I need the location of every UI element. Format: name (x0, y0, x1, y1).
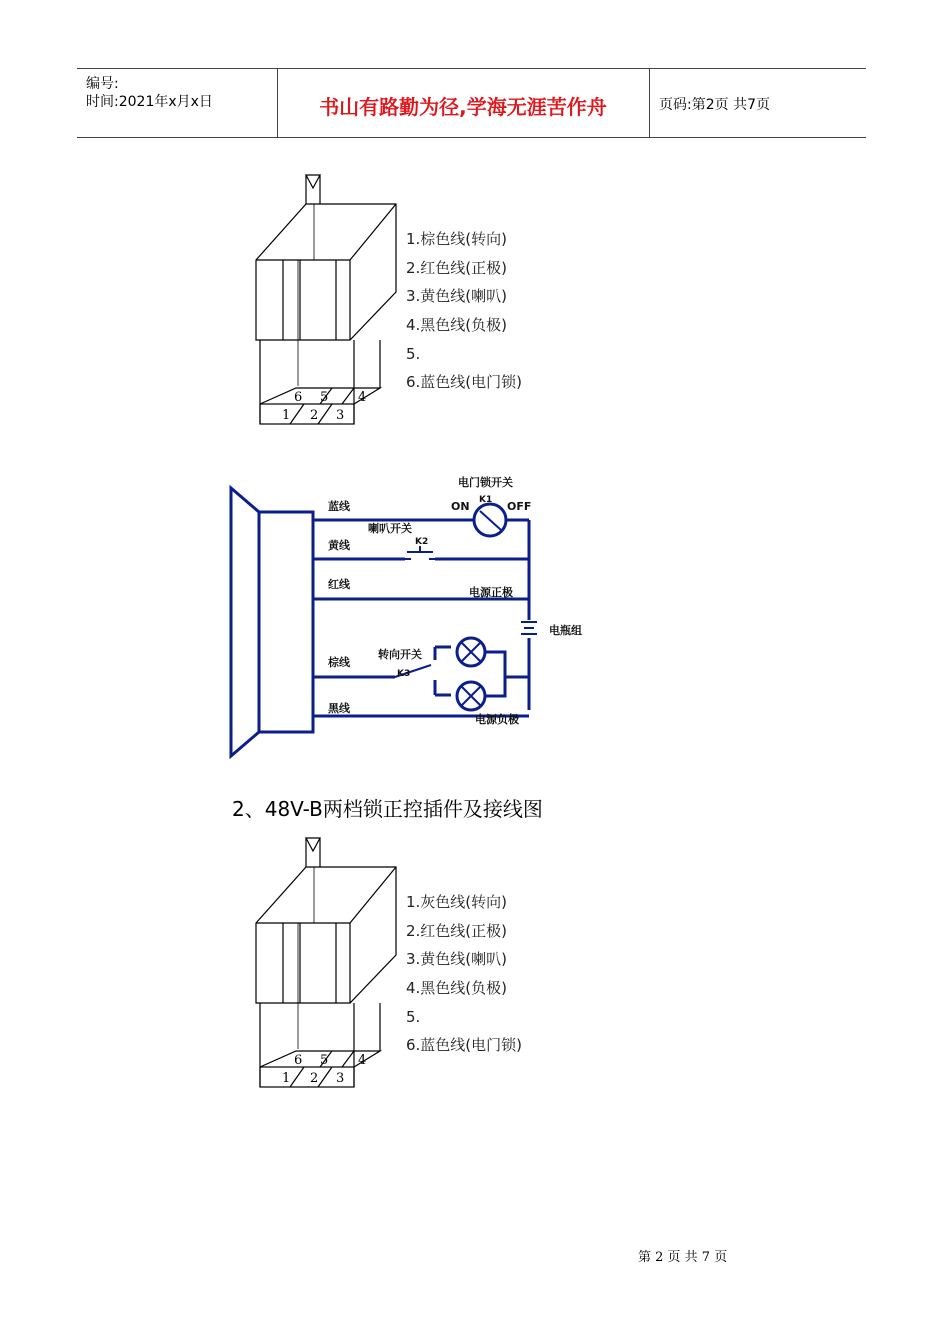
header-motto: 书山有路勤为径,学海无涯苦作舟 (319, 95, 607, 119)
wire-6-label: 6.蓝色线(电门锁) (406, 1036, 523, 1054)
pin-5-label: 5 (320, 390, 329, 405)
page-footer: 第 2 页 共 7 页 (638, 1250, 728, 1265)
pin-4-label: 4 (358, 390, 367, 405)
horn-switch-label: 喇叭开关 (368, 522, 412, 535)
wire-1-label: 1.灰色线(转向) (406, 893, 508, 911)
battery-label: 电瓶组 (549, 624, 582, 637)
connector-block (259, 512, 313, 732)
k3-label: K3 (397, 669, 411, 679)
connector-tab (306, 175, 320, 188)
header-page-cell (649, 69, 866, 137)
document-time: 时间:2021年x月x日 (86, 94, 213, 110)
wire-yellow-label: 黄线 (328, 539, 350, 552)
pin-6-label: 6 (294, 390, 303, 405)
document-number-label: 编号: (86, 76, 119, 92)
wire-3-label: 3.黄色线(喇叭) (406, 287, 508, 305)
wire-blue-label: 蓝线 (328, 500, 350, 513)
pin-1-label: 1 (282, 1071, 291, 1086)
wire-3-label: 3.黄色线(喇叭) (406, 950, 508, 968)
wire-4-label: 4.黑色线(负极) (406, 316, 508, 334)
dashboard-horn-shape (231, 488, 259, 756)
off-label: OFF (507, 500, 532, 513)
wire-5-label: 5. (406, 1008, 421, 1026)
power-negative-label: 电源负极 (475, 713, 519, 726)
wire-5-label: 5. (406, 345, 421, 363)
header-info-cell (77, 69, 278, 137)
k2-label: K2 (415, 537, 429, 547)
wire-4-label: 4.黑色线(负极) (406, 979, 508, 997)
wire-6-label: 6.蓝色线(电门锁) (406, 373, 523, 391)
turn-switch-label: 转向开关 (378, 648, 422, 661)
pin-4-label: 4 (358, 1053, 367, 1068)
connector-diagram-1 (250, 168, 550, 433)
pin-3-label: 3 (336, 408, 345, 423)
k1-label: K1 (479, 495, 493, 505)
header-page-number: 页码:第2页 共7页 (659, 97, 770, 113)
page-header (77, 68, 866, 138)
connector-body (256, 867, 396, 1003)
pin-5-label: 5 (320, 1053, 329, 1068)
connector-diagram-2 (250, 831, 550, 1096)
wire-2-label: 2.红色线(正极) (406, 922, 508, 940)
pin-2-label: 2 (310, 408, 319, 423)
on-label: ON (451, 500, 470, 513)
circuit-diagram (225, 470, 605, 760)
section-heading: 2、48V-B两档锁正控插件及接线图 (232, 797, 543, 821)
power-positive-label: 电源正极 (469, 586, 513, 599)
pin-1-label: 1 (282, 408, 291, 423)
header-motto-cell (277, 69, 650, 137)
connector-body (256, 204, 396, 340)
wire-red-label: 红线 (328, 578, 350, 591)
wire-brown-label: 棕线 (328, 656, 350, 669)
pin-3-label: 3 (336, 1071, 345, 1086)
connector-tab (306, 838, 320, 851)
lock-switch-label: 电门锁开关 (458, 476, 513, 489)
wire-1-label: 1.棕色线(转向) (406, 230, 508, 248)
pin-2-label: 2 (310, 1071, 319, 1086)
wire-black-label: 黑线 (328, 702, 350, 715)
pin-6-label: 6 (294, 1053, 303, 1068)
wire-2-label: 2.红色线(正极) (406, 259, 508, 277)
